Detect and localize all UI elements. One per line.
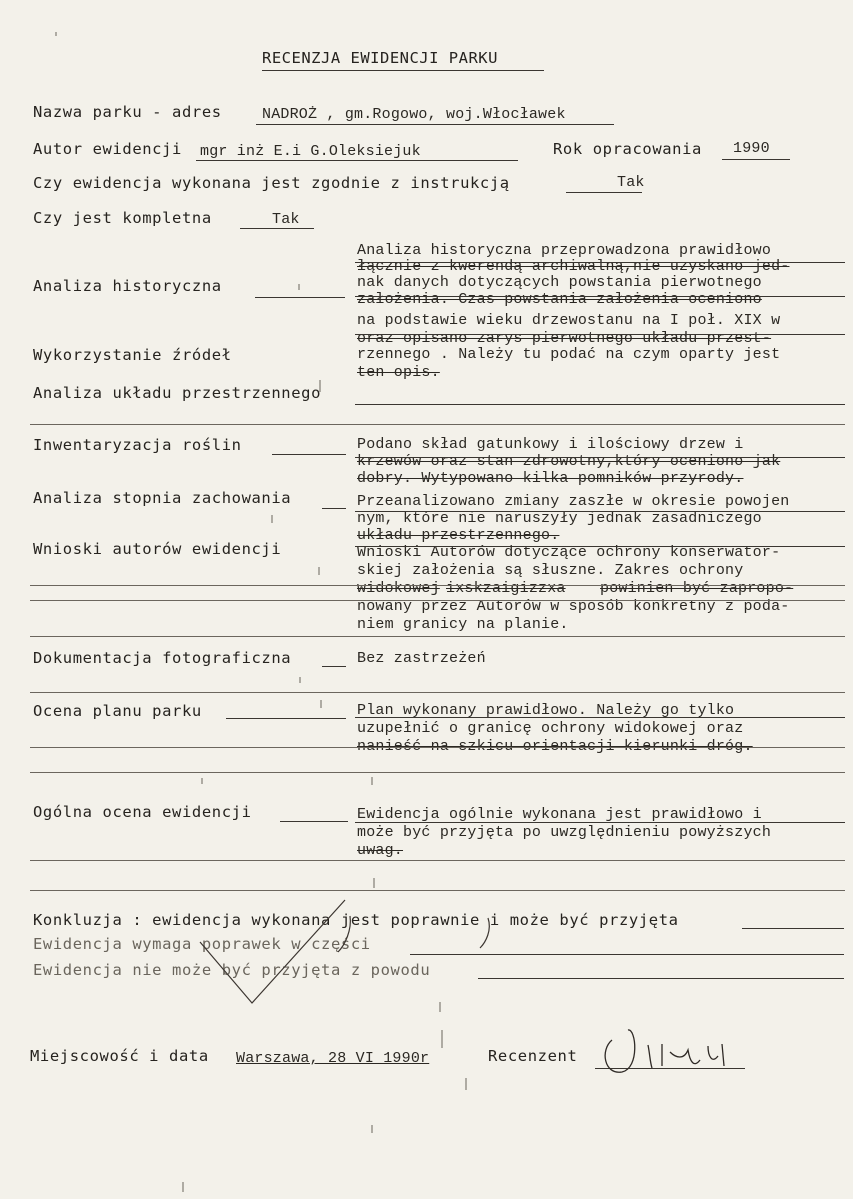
concl-line-1: Wnioski Autorów dotyczące ochrony konserwator- [357, 544, 781, 561]
author-value: mgr inż E.i G.Oleksiejuk [200, 143, 421, 160]
hist-line-1: Analiza historyczna przeprowadzona prawidłowo [357, 242, 772, 259]
concl-line-4: nowany przez Autorów w sposób konkretny z poda- [357, 598, 790, 615]
park-name-value: NADROŻ , gm.Rogowo, woj.Włocławek [262, 106, 566, 123]
concl-line-5: niem granicy na planie. [357, 616, 569, 633]
spatial-analysis-label: Analiza układu przestrzennego [33, 384, 322, 402]
hist-line-2: łącznie z kwerendą archiwalną,nie uzyskano jed- [357, 258, 790, 275]
concl-line-3b: ixskzaigizzxa [446, 580, 566, 597]
plants-inventory-label: Inwentaryzacja roślin [33, 436, 242, 454]
photo-doc-value: Bez zastrzeżeń [357, 650, 486, 667]
hist-line-6: oraz opisano zarys pierwotnego układu przest- [357, 330, 772, 347]
plan-line-3: nanieść na szkicu orientacji kierunki dróg. [357, 738, 753, 755]
overall-line-3: uwag. [357, 842, 404, 859]
complete-value: Tak [272, 211, 300, 228]
place-date-label: Miejscowość i data [30, 1047, 209, 1065]
historical-analysis-label: Analiza historyczna [33, 277, 222, 295]
compliance-value: Tak [617, 174, 645, 191]
conclusion-accept: Konkluzja : ewidencja wykonana jest poprawnie i może być przyjęta [33, 911, 679, 929]
reviewer-label: Recenzent [488, 1047, 578, 1065]
overall-line-2: może być przyjęta po uwzględnieniu powyższych [357, 824, 772, 841]
conclusions-label: Wnioski autorów ewidencji [33, 540, 282, 558]
conclusion-partial: Ewidencja wymaga poprawek w części [33, 935, 371, 953]
year-value: 1990 [733, 140, 770, 157]
hist-line-7: rzennego . Należy tu podać na czym oparty jest [357, 346, 781, 363]
inv-line-2: krzewów oraz stan zdrowotny,który oceniono jak [357, 453, 781, 470]
pres-line-3: układu przestrzennego. [357, 527, 560, 544]
compliance-label: Czy ewidencja wykonana jest zgodnie z instrukcją [33, 174, 510, 192]
year-label: Rok opracowania [553, 140, 702, 158]
hist-line-4: założenia. Czas powstania założenia oceniono [357, 291, 762, 308]
concl-line-3a: widokowej [357, 580, 440, 597]
pres-line-2: nym, które nie naruszyły jednak zasadniczego [357, 510, 762, 527]
signature [605, 1030, 724, 1072]
sources-label: Wykorzystanie źródeł [33, 346, 232, 364]
conclusion-reject: Ewidencja nie może być przyjęta z powodu [33, 961, 431, 979]
plan-label: Ocena planu parku [33, 702, 202, 720]
overall-line-1: Ewidencja ogólnie wykonana jest prawidłowo i [357, 806, 762, 823]
scan-specks [56, 32, 466, 1192]
hist-line-8: ten opis. [357, 364, 440, 381]
approval-checkmark [200, 900, 489, 1003]
hist-line-5: na podstawie wieku drzewostanu na I poł. XIX w [357, 312, 781, 329]
form-title: RECENZJA EWIDENCJI PARKU [262, 49, 498, 67]
concl-line-2: skiej założenia są słuszne. Zakres ochrony [357, 562, 744, 579]
preservation-label: Analiza stopnia zachowania [33, 489, 292, 507]
hist-line-3: nak danych dotyczących powstania pierwotnego [357, 274, 762, 291]
place-date-value: Warszawa, 28 VI 1990r [236, 1050, 430, 1067]
concl-line-3c: powinien być zapropo- [600, 580, 794, 597]
pres-line-1: Przeanalizowano zmiany zaszłe w okresie powojen [357, 493, 790, 510]
park-name-label: Nazwa parku - adres [33, 103, 222, 121]
inv-line-1: Podano skład gatunkowy i ilościowy drzew i [357, 436, 744, 453]
photo-doc-label: Dokumentacja fotograficzna [33, 649, 292, 667]
author-label: Autor ewidencji [33, 140, 182, 158]
plan-line-1: Plan wykonany prawidłowo. Należy go tylko [357, 702, 735, 719]
overall-label: Ogólna ocena ewidencji [33, 803, 252, 821]
inv-line-3: dobry. Wytypowano kilka pomników przyrody. [357, 470, 744, 487]
complete-label: Czy jest kompletna [33, 209, 212, 227]
plan-line-2: uzupełnić o granicę ochrony widokowej oraz [357, 720, 744, 737]
